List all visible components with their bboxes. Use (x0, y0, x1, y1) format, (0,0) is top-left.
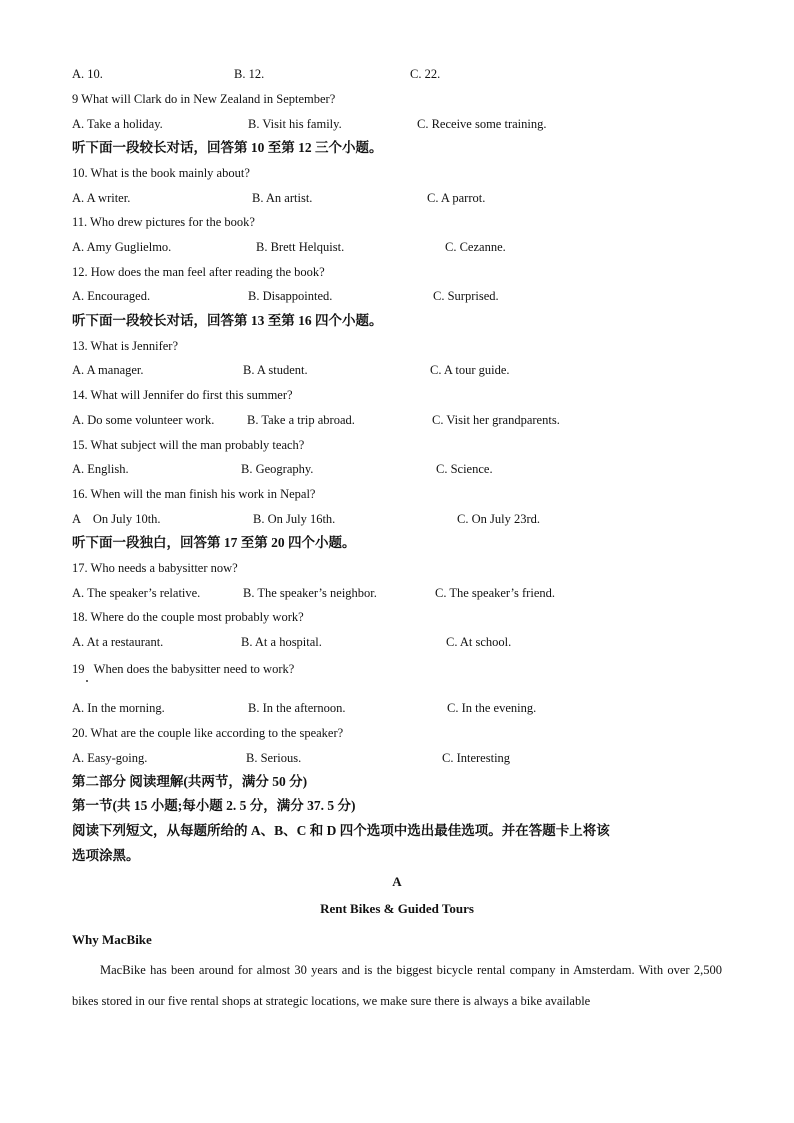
q8-option-c: C. 22. (410, 67, 441, 81)
q20-option-b: B. Serious. (246, 751, 302, 765)
q15-option-b: B. Geography. (241, 462, 314, 476)
q18-option-b: B. At a hospital. (241, 635, 322, 649)
subheading-why-macbike: Why MacBike (72, 932, 152, 947)
q13-option-b: B. A student. (243, 363, 308, 377)
q9-option-b: B. Visit his family. (248, 117, 342, 131)
q10-option-a: A. A writer. (72, 191, 131, 205)
q8-option-b: B. 12. (234, 67, 265, 81)
q17-option-c: C. The speaker’s friend. (435, 586, 555, 600)
q18-stem: 18. Where do the couple most probably work? (72, 610, 304, 624)
q10-option-b: B. An artist. (252, 191, 313, 205)
q12-option-c: C. Surprised. (433, 289, 499, 303)
q16-option-b: B. On July 16th. (253, 512, 336, 526)
q17-stem: 17. Who needs a babysitter now? (72, 561, 238, 575)
section-one-heading: 第一节(共 15 小题;每小题 2. 5 分，满分 37. 5 分) (72, 798, 356, 813)
q13-stem: 13. What is Jennifer? (72, 339, 178, 353)
q15-option-c: C. Science. (436, 462, 493, 476)
q20-option-c: C. Interesting (442, 751, 511, 765)
q9-option-c: C. Receive some training. (417, 117, 547, 131)
q12-stem: 12. How does the man feel after reading the book? (72, 265, 325, 279)
q18-option-c: C. At school. (446, 635, 512, 649)
q13-option-a: A. A manager. (72, 363, 144, 377)
q9-option-a: A. Take a holiday. (72, 117, 163, 131)
q10-option-c: C. A parrot. (427, 191, 486, 205)
q8-option-a: A. 10. (72, 67, 103, 81)
passage-title: Rent Bikes & Guided Tours (320, 901, 474, 916)
passage-letter: A (392, 874, 402, 889)
q20-option-a: A. Easy-going. (72, 751, 148, 765)
q17-option-b: B. The speaker’s neighbor. (243, 586, 377, 600)
q15-option-a: A. English. (72, 462, 129, 476)
q12-option-b: B. Disappointed. (248, 289, 333, 303)
q14-stem: 14. What will Jennifer do first this summer? (72, 388, 293, 402)
part-two-heading: 第二部分 阅读理解(共两节，满分 50 分) (72, 774, 308, 789)
instruction-13-16: 听下面一段较长对话，回答第 13 至第 16 四个小题。 (72, 313, 383, 328)
q14-option-c: C. Visit her grandparents. (432, 413, 560, 427)
q11-option-a: A. Amy Guglielmo. (72, 240, 172, 254)
instruction-10-12: 听下面一段较长对话，回答第 10 至第 12 三个小题。 (72, 140, 383, 155)
reading-instruction-line1: 阅读下列短文，从每题所给的 A、B、C 和 D 四个选项中选出最佳选项。并在答题卡上将该 (72, 823, 610, 838)
q19-option-c: C. In the evening. (447, 701, 537, 715)
q16-stem: 16. When will the man finish his work in Nepal? (72, 487, 316, 501)
q12-option-a: A. Encouraged. (72, 289, 151, 303)
q16-option-a: A On July 10th. (72, 512, 161, 526)
q14-option-b: B. Take a trip abroad. (247, 413, 355, 427)
q20-stem: 20. What are the couple like according to the speaker? (72, 726, 344, 740)
instruction-17-20: 听下面一段独白，回答第 17 至第 20 四个小题。 (72, 535, 356, 550)
q13-option-c: C. A tour guide. (430, 363, 510, 377)
q11-stem: 11. Who drew pictures for the book? (72, 215, 255, 229)
stray-dot (86, 680, 88, 682)
q19-option-b: B. In the afternoon. (248, 701, 346, 715)
q17-option-a: A. The speaker’s relative. (72, 586, 201, 600)
q19-option-a: A. In the morning. (72, 701, 165, 715)
q11-option-b: B. Brett Helquist. (256, 240, 345, 254)
q11-option-c: C. Cezanne. (445, 240, 506, 254)
q10-stem: 10. What is the book mainly about? (72, 166, 250, 180)
q9-stem: 9 What will Clark do in New Zealand in September? (72, 92, 336, 106)
q18-option-a: A. At a restaurant. (72, 635, 164, 649)
q15-stem: 15. What subject will the man probably teach? (72, 438, 305, 452)
q14-option-a: A. Do some volunteer work. (72, 413, 215, 427)
q16-option-c: C. On July 23rd. (457, 512, 540, 526)
q19-stem: 19 When does the babysitter need to work? (72, 662, 295, 676)
reading-instruction-line2: 选项涂黑。 (72, 848, 140, 863)
passage-paragraph: MacBike has been around for almost 30 years and is the biggest bicycle rental company in Amsterdam. With over 2,500 bikes stored in our five rental shops at strategic locations, we make sure there is always a bike available (72, 963, 722, 1008)
